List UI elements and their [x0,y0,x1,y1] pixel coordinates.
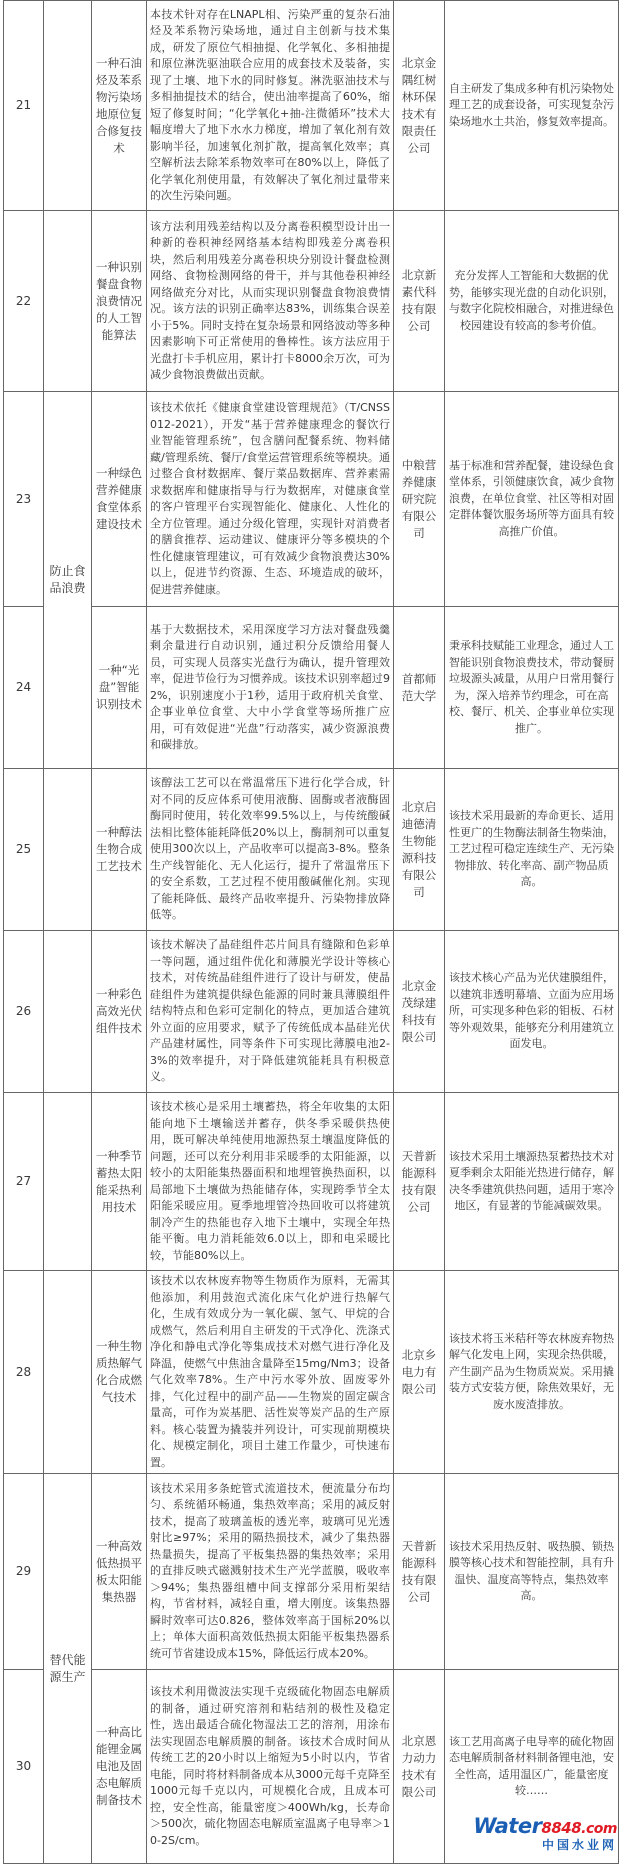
tech-description: 该技术依托《健康食堂建设管理规范》（T/CNSS 012-2021），开发“基于营养健康理念的餐饮行业智能管理系统”，包含膳问配餐系统、物料储藏/管理系统、餐厅/食堂运营管理系统等模块。通过整合食材数据库、餐厅菜品数据库、营养素需求数据库和健康指导与行为数据库，对健康食堂的客户管理平台实现智能化、健康化、人性化的全方位管理。通过分级化管理，实现针对消费者的膳食推荐、运动建议、健康评分等多模块的个性化健康管理建议，可有效减少食物浪费达30%以上，促进节约资源、生态、环境造成的破坏，促进营养健康。 [147,392,394,607]
row-number: 28 [4,1271,44,1474]
row-number: 23 [4,392,44,607]
organization: 天普新能源科技有限公司 [394,1093,445,1271]
watermark-brand [473,1814,617,1838]
watermark-number: 8848 [541,1819,582,1837]
row-number: 24 [4,607,44,769]
organization: 北京金隅红树林环保技术有限责任公司 [394,1,445,211]
row-number: 22 [4,211,44,392]
category-cell [44,1271,92,1474]
tech-description: 该技术解决了晶硅组件芯片间具有缝隙和色彩单一等问题，通过组件优化和薄膜光学设计等核心技术，对传统晶硅组件进行了设计与研发，使晶硅组件为建筑提供绿色能源的同时兼具薄膜组件结构特点和色彩可定制化的特点，更加适合建筑外立面的应用要求，赋予了传统低成本晶硅光伏产品建材属性，同等条件下可实现比薄膜电池2-3%的效率提升，对于降低建筑能耗具有积极意义。 [147,931,394,1093]
table-row [4,211,619,392]
tech-description: 该技术利用微波法实现千克级硫化物固态电解质的制备，通过研究溶剂和粘结剂的极性及稳定性，选出最适合硫化物湿法工艺的溶剂，用涂布法实现固态电解质膜的制备。该技术合成时间从传统工艺的20小时以上缩短为5小时以内，节省电能，同时将材料制备成本从3000元每千克降至1000元每千克以内，可规模化合成，且成本可控，安全性高，能量密度＞400Wh/kg，长寿命＞500次，硫化物固态电解质室温离子电导率＞10-2S/cm。 [147,1670,394,1864]
tech-name: 一种绿色营养健康食堂体系建设技术 [92,392,147,607]
tech-name: 一种醇法生物合成工艺技术 [92,769,147,931]
organization: 北京金茂绿建科技有限公司 [394,931,445,1093]
tech-description: 该醇法工艺可以在常温常压下进行化学合成，针对不同的反应体系可使用液酶、固酶或者液酶固酶同时使用，转化效率99.5%以上，与传统酸碱法相比整体能耗降低20%以上，酶制剂可以重复使用300次以上，产品收率可以提高3-8%。整条生产线智能化、无人化运行，提升了常温常压下的安全系数，工艺过程不使用酸碱催化剂。实现了能耗降低、最终产品收率提升、污染物排放降低等。 [147,769,394,931]
category-cell [44,769,92,931]
watermark-domain: .com [581,1821,617,1837]
tech-description: 该技术以农林废弃物等生物质作为原料，无需其他添加，利用鼓泡式流化床气化炉进行热解气化，生成有效成分为一氧化碳、氢气、甲烷的合成燃气，然后利用自主研发的干式净化、洗涤式净化和静电式净化等集成技术对燃气进行净化及降温，使燃气中焦油含量降至15mg/Nm3；设备气化效率78%。生产中污水零外放、固废零外排，气化过程中的副产品——生物炭的固定碳含量高，可作为炭基肥、活性炭等炭产品的生产原料。核心装置为撬装并列设计，可实现前期模块化、规模定制化，项目土建工作量少，可快速布置。 [147,1271,394,1474]
tech-description: 该技术核心是采用土壤蓄热，将全年收集的太阳能向地下土壤输送并蓄存，供冬季采暖供热使用，既可解决单纯使用地源热泵土壤温度降低的问题，还可以充分利用非采暖季的太阳能源，以较小的太阳能集热器面积和地埋管换热面积，以局部地下土壤做为热能储存体，实现跨季节全太阳能采暖应用。夏季地埋管冷热回收可以将建筑制冷产生的热能也存入地下土壤中，实现全年热能平衡。电力消耗能效6.0以上，即和电采暖比较，节能80%以上。 [147,1093,394,1271]
tech-name: 一种季节蓄热太阳能采热利用技术 [92,1093,147,1271]
organization: 首都师范大学 [394,607,445,769]
application-summary: 该技术将玉米秸秆等农林废弃物热解气化发电上网，实现余热供暖，产生副产品为生物质炭炭。采用撬装方式安装方便，除焦效果好，无废水废渣排放。 [445,1271,619,1474]
category-cell [44,1093,92,1271]
row-number: 30 [4,1670,44,1864]
watermark-subtitle: 中国水业网 [541,1838,617,1852]
tech-description: 基于大数据技术，采用深度学习方法对餐盘残羹剩余量进行自动识别，通过积分反馈给用餐人员，可实现人员落实光盘行为确认，提升管理效率，促进节俭行为习惯养成。该技术识别率超过92%，识别速度小于1秒，适用于政府机关食堂、企事业单位食堂、大中小学食堂等场所推广应用，可有效促进“光盘”行动落实，减少资源浪费和碳排放。 [147,607,394,769]
tech-name: 一种高效低热损平板太阳能集热器 [92,1474,147,1670]
table-row [4,769,619,931]
application-summary: 该技术采用热反射、吸热膜、锁热膜等核心技术和智能控制，具有升温快、温度高等特点，集热效率高。 [445,1474,619,1670]
organization: 中粮营养健康研究院有限公司 [394,392,445,607]
application-summary: 该工艺用高离子电导率的硫化物固态电解质制备材料制备锂电池，安全性高，适用温区广，能量密度较…… [445,1670,619,1864]
category-cell [44,931,92,1093]
tech-name: 一种识别餐盘食物浪费情况的人工智能算法 [92,211,147,392]
organization: 天普新能源科技有限公司 [394,1474,445,1670]
tech-name: 一种高比能锂金属电池及固态电解质制备技术 [92,1670,147,1864]
technology-table [3,0,619,1864]
row-number: 25 [4,769,44,931]
tech-name: 一种石油烃及苯系物污染场地原位复合修复技术 [92,1,147,211]
category-cell [44,211,92,392]
table-row [4,1,619,211]
row-number: 26 [4,931,44,1093]
watermark-word: Water [473,1814,542,1838]
organization: 北京恩力动力技术有限公司 [394,1670,445,1864]
application-summary: 该技术核心产品为光伏建膜组件，以建筑非透明幕墙、立面为应用场所，可实现多种色彩的钼板、石材等外观效果，能够充分利用建筑立面发电。 [445,931,619,1093]
organization: 北京新素代科技有限公司 [394,211,445,392]
application-summary: 基于标准和营养配餐，建设绿色食堂体系，引领健康饮食，减少食物浪费，在单位食堂、社区等相对固定群体餐饮服务场所等方面具有较高推广价值。 [445,392,619,607]
application-summary: 秉承科技赋能工业理念，通过人工智能识别食物浪费技术，带动餐厨垃圾源头减量，从用户日常用餐行为，深入培养节约理念，可在高校、餐厅、机关、企事业单位实现推广。 [445,607,619,769]
table-row [4,607,619,769]
tech-name: 一种生物质热解气化合成燃气技术 [92,1271,147,1474]
application-summary: 自主研发了集成多种有机污染物处理工艺的成套设备，可实现复杂污染场地水土共治，修复效率提高。 [445,1,619,211]
tech-name: 一种“光盘”智能识别技术 [92,607,147,769]
site-watermark-logo [473,1814,617,1853]
category-cell [44,1,92,211]
row-number: 29 [4,1474,44,1670]
tech-description: 本技术针对存在LNAPL相、污染严重的复杂石油烃及苯系物污染场地，通过自主创新与技术集成，研发了原位气相抽提、化学氧化、多相抽提和原位淋洗驱油联合应用的成套技术及装备，实现了土壤、地下水的同时修复。淋洗驱油技术与多相抽提技术的结合，使出油率提高了60%，缩短了修复时间；“化学氧化+抽-注微循环”技术大幅度增大了地下水水力梯度，增加了氧化剂有效影响半径，加速氧化剂扩散，提高氧化效率；真空解析法去除苯系物效率可在80%以上，降低了化学氧化剂使用量，有效解决了氧化剂过量带来的次生污染问题。 [147,1,394,211]
application-summary: 该技术采用土壤源热泵蓄热技术对夏季剩余太阳能光热进行储存，解决冬季建筑供热问题，适用于寒冷地区，有显著的节能减碳效果。 [445,1093,619,1271]
table-row [4,1271,619,1474]
table-row [4,1474,619,1670]
category-food-waste: 防止食品浪费 [44,392,92,769]
table-row [4,931,619,1093]
table-row [4,1093,619,1271]
tech-description: 该技术采用多条蛇管式流道技术，便流量分布均匀、系统循环畅通，集热效率高；采用的减反射技术，提高了玻璃盖板的透光率，玻璃可见光透射比≥97%；采用的隔热损技术，减少了集热器热量损失，提高了平板集热器的集热效率；采用的直排反映式磁溅射技术生产光学蓝膜，吸收率＞94%；集热器组槽中间支撑部分采用桁架结构，节省材料，减轻自重，增大刚度。该集热器瞬时效率可达0.826，整体效率高于国标20%以上；单体大面积高效低热损太阳能平板集热器系统可节省建设成本15%，降低运行成本20%。 [147,1474,394,1670]
tech-description: 该方法利用残差结构以及分离卷积模型设计出一种新的卷积神经网络基本结构即残差分离卷积块，然后利用残差分离卷积块分别设计餐盘检测网络、食物检测网络的骨干，并与其他卷积神经网络做充分对比，从而实现识别餐盘食物浪费情况。该方法的识别正确率达83%，训练集合误差小于5%。同时支持在复杂场景和网络波动等多种因素影响下可正常使用的鲁棒性。该方法应用于光盘打卡手机应用，累计打卡8000余万次，可为减少食物浪费做出贡献。 [147,211,394,392]
row-number: 27 [4,1093,44,1271]
application-summary: 该技术采用最新的寿命更长、适用性更广的生物酶法制备生物柴油，工艺过程可稳定连续生产、无污染物排放、转化率高、副产物品质高。 [445,769,619,931]
table-row [4,392,619,607]
organization: 北京乡电力有限公司 [394,1271,445,1474]
row-number: 21 [4,1,44,211]
tech-name: 一种彩色高效光伏组件技术 [92,931,147,1093]
organization: 北京启迪德清生物能源科技有限公司 [394,769,445,931]
category-alt-energy: 替代能源生产 [44,1474,92,1864]
application-summary: 充分发挥人工智能和大数据的优势，能够实现光盘的自动化识别，与数字化院校相融合，对推进绿色校园建设有较高的参考价值。 [445,211,619,392]
